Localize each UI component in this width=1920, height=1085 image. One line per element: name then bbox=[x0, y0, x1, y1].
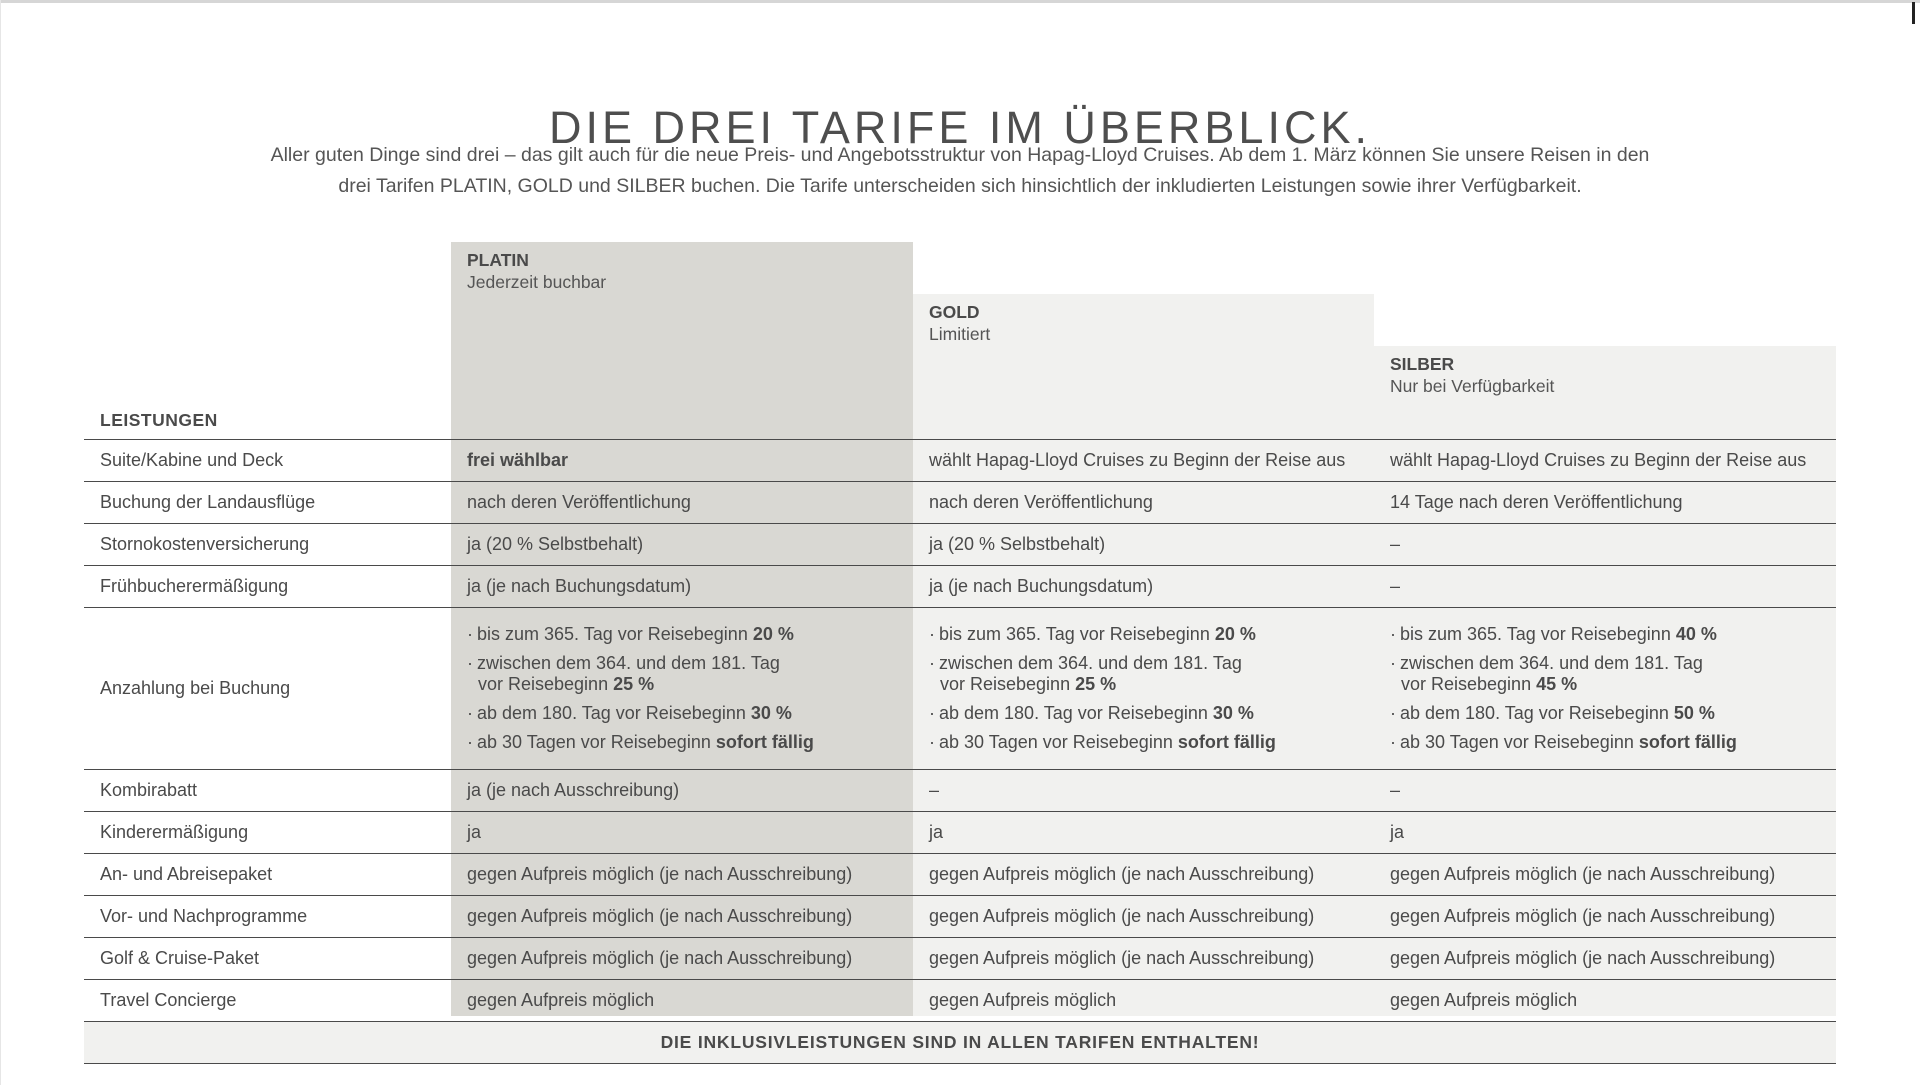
cell-gold: nach deren Veröffentlichung bbox=[913, 482, 1374, 524]
cell-platin: ja (je nach Buchungsdatum) bbox=[451, 566, 913, 608]
cell-silber: gegen Aufpreis möglich bbox=[1374, 980, 1836, 1022]
cell-platin: nach deren Veröffentlichung bbox=[451, 482, 913, 524]
cell-platin: ja (je nach Ausschreibung) bbox=[451, 770, 913, 812]
table-row bbox=[84, 482, 1836, 524]
row-label: Anzahlung bei Buchung bbox=[84, 608, 451, 770]
table-row bbox=[84, 566, 1836, 608]
row-label: Vor- und Nachprogramme bbox=[84, 896, 451, 938]
row-label: Frühbucherermäßigung bbox=[84, 566, 451, 608]
row-label: Kombirabatt bbox=[84, 770, 451, 812]
cell-gold: gegen Aufpreis möglich (je nach Ausschreibung) bbox=[913, 854, 1374, 896]
table-row bbox=[84, 524, 1836, 566]
tarif-name: SILBER bbox=[1390, 354, 1455, 374]
tarif-availability: Jederzeit buchbar bbox=[467, 272, 607, 292]
leistungen-header: LEISTUNGEN bbox=[100, 410, 218, 430]
cell-gold: ja (je nach Buchungsdatum) bbox=[913, 566, 1374, 608]
page-title: DIE DREI TARIFE IM ÜBERBLICK. bbox=[549, 102, 1371, 154]
cell-gold: ja bbox=[913, 812, 1374, 854]
left-border bbox=[0, 0, 1, 1085]
intro-line-1: Aller guten Dinge sind drei – das gilt auch für die neue Preis- und Angebotsstruktur von Hapag-Lloyd Cruises. Ab dem 1. März können Sie unsere Reisen in den bbox=[270, 144, 1650, 166]
cell-silber: wählt Hapag-Lloyd Cruises zu Beginn der Reise aus bbox=[1374, 440, 1836, 482]
table-row bbox=[84, 440, 1836, 482]
table-footer-row bbox=[84, 1022, 1836, 1064]
text-cursor bbox=[1912, 2, 1915, 24]
table-row bbox=[84, 770, 1836, 812]
cell-platin: gegen Aufpreis möglich (je nach Ausschreibung) bbox=[451, 854, 913, 896]
row-label: Stornokostenversicherung bbox=[84, 524, 451, 566]
cell-platin: ja (20 % Selbstbehalt) bbox=[451, 524, 913, 566]
cell-silber: · bis zum 365. Tag vor Reisebeginn 40 % · zwischen dem 364. und dem 181. Tag vor Reisebeginn 45 % · ab dem 180. Tag vor Reisebeginn 50 % · ab 30 Tagen vor Reisebeginn sofort fällig bbox=[1374, 608, 1836, 770]
row-label: Suite/Kabine und Deck bbox=[84, 440, 451, 482]
table-row bbox=[84, 980, 1836, 1022]
row-label: An- und Abreisepaket bbox=[84, 854, 451, 896]
table-row bbox=[84, 812, 1836, 854]
row-label: Buchung der Landausflüge bbox=[84, 482, 451, 524]
cell-gold: ja (20 % Selbstbehalt) bbox=[913, 524, 1374, 566]
cell-gold: gegen Aufpreis möglich (je nach Ausschreibung) bbox=[913, 896, 1374, 938]
cell-platin: frei wählbar bbox=[451, 440, 913, 482]
cell-silber: ja bbox=[1374, 812, 1836, 854]
cell-platin: · bis zum 365. Tag vor Reisebeginn 20 % · zwischen dem 364. und dem 181. Tag vor Reisebeginn 25 % · ab dem 180. Tag vor Reisebeginn 30 % · ab 30 Tagen vor Reisebeginn sofort fällig bbox=[451, 608, 913, 770]
cell-silber: 14 Tage nach deren Veröffentlichung bbox=[1374, 482, 1836, 524]
cell-silber: – bbox=[1374, 566, 1836, 608]
intro-text bbox=[180, 140, 1740, 202]
tarif-name: PLATIN bbox=[467, 250, 529, 270]
cell-silber: gegen Aufpreis möglich (je nach Ausschreibung) bbox=[1374, 938, 1836, 980]
cell-gold: – bbox=[913, 770, 1374, 812]
intro-line-2: drei Tarifen PLATIN, GOLD und SILBER buchen. Die Tarife unterscheiden sich hinsichtlich der inkludierten Leistungen sowie ihrer Verfügbarkeit. bbox=[338, 175, 1582, 197]
cell-gold: · bis zum 365. Tag vor Reisebeginn 20 % · zwischen dem 364. und dem 181. Tag vor Reisebeginn 25 % · ab dem 180. Tag vor Reisebeginn 30 % · ab 30 Tagen vor Reisebeginn sofort fällig bbox=[913, 608, 1374, 770]
row-label: Golf & Cruise-Paket bbox=[84, 938, 451, 980]
cell-gold: wählt Hapag-Lloyd Cruises zu Beginn der Reise aus bbox=[913, 440, 1374, 482]
tarif-name: GOLD bbox=[929, 302, 980, 322]
row-label: Travel Concierge bbox=[84, 980, 451, 1022]
table-header-row bbox=[84, 242, 1836, 440]
inclusive-services-note: DIE INKLUSIVLEISTUNGEN SIND IN ALLEN TARIFEN ENTHALTEN! bbox=[84, 1022, 1836, 1064]
row-label: Kinderermäßigung bbox=[84, 812, 451, 854]
cell-platin: gegen Aufpreis möglich (je nach Ausschreibung) bbox=[451, 896, 913, 938]
table-row bbox=[84, 854, 1836, 896]
cell-platin: ja bbox=[451, 812, 913, 854]
cell-silber: – bbox=[1374, 524, 1836, 566]
cell-platin: gegen Aufpreis möglich bbox=[451, 980, 913, 1022]
tarif-availability: Limitiert bbox=[929, 324, 991, 344]
table-row bbox=[84, 896, 1836, 938]
table-row bbox=[84, 938, 1836, 980]
cell-silber: gegen Aufpreis möglich (je nach Ausschreibung) bbox=[1374, 896, 1836, 938]
cell-silber: gegen Aufpreis möglich (je nach Ausschreibung) bbox=[1374, 854, 1836, 896]
cell-platin: gegen Aufpreis möglich (je nach Ausschreibung) bbox=[451, 938, 913, 980]
cell-silber: – bbox=[1374, 770, 1836, 812]
tarif-availability: Nur bei Verfügbarkeit bbox=[1390, 376, 1555, 396]
table-row-anzahlung bbox=[84, 608, 1836, 770]
top-border bbox=[0, 0, 1920, 3]
cell-gold: gegen Aufpreis möglich (je nach Ausschreibung) bbox=[913, 938, 1374, 980]
cell-gold: gegen Aufpreis möglich bbox=[913, 980, 1374, 1022]
comparison-table bbox=[84, 242, 1836, 1064]
